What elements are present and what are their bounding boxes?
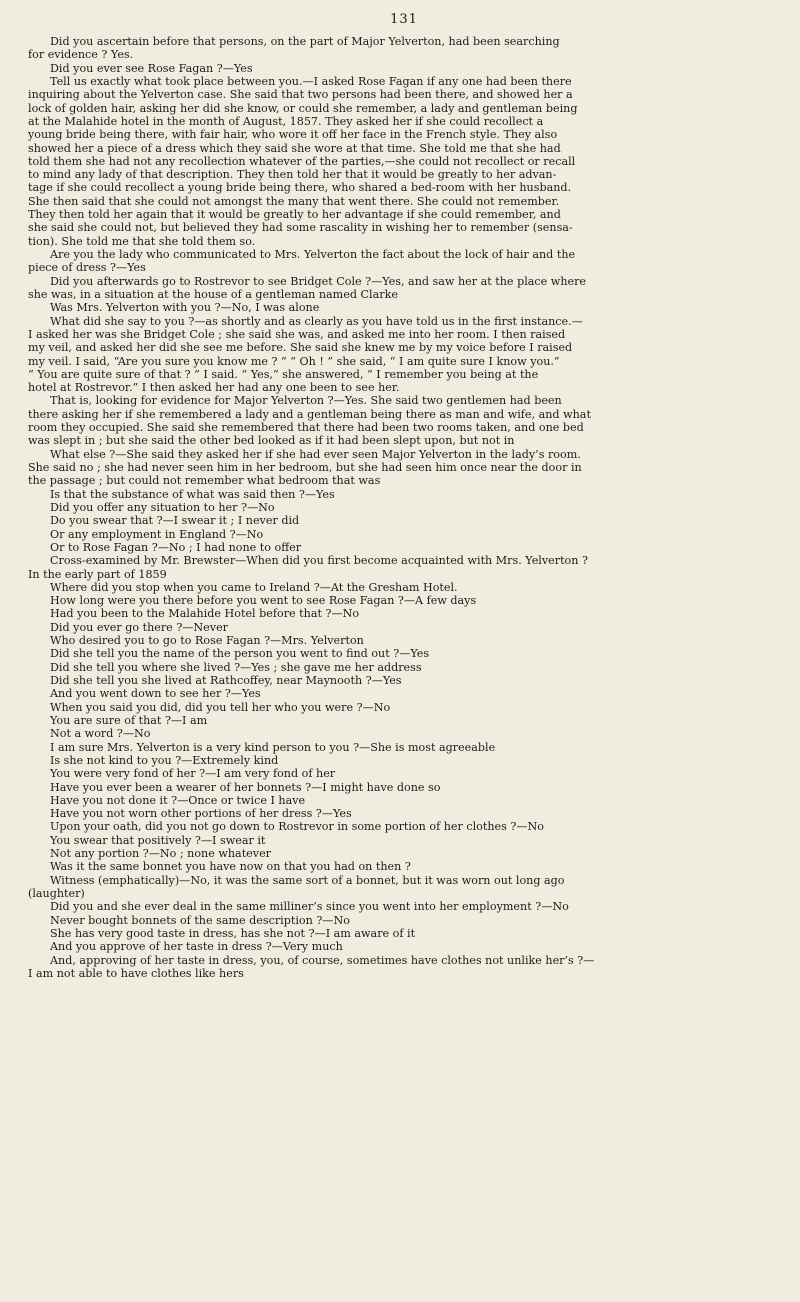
text-line: Never bought bonnets of the same description ?—No [50, 913, 350, 927]
text-line: You are sure of that ?—I am [50, 713, 208, 727]
text-line: Do you swear that ?—I swear it ; I never did [50, 514, 300, 528]
text-line: Had you been to the Malahide Hotel before that ?—No [50, 607, 360, 621]
text-line: Witness (emphatically)—No, it was the same sort of a bonnet, but it was worn out long ago [50, 873, 565, 887]
text-line: Did you afterwards go to Rostrevor to see Bridget Cole ?—Yes, and saw her at the place where [50, 274, 587, 288]
text-line: Did she tell you where she lived ?—Yes ; she gave me her address [50, 660, 422, 674]
text-line: When you said you did, did you tell her who you were ?—No [50, 700, 391, 714]
text-line: Cross-examined by Mr. Brewster—When did you first become acquainted with Mrs. Yelverton ? [50, 554, 588, 568]
text-line: told them she had not any recollection whatever of the parties,—she could not recollect or recall [28, 154, 576, 168]
text-line: Did you ever see Rose Fagan ?—Yes [50, 61, 253, 75]
page-number: 131 [390, 12, 418, 27]
text-line: Have you ever been a wearer of her bonnets ?—I might have done so [50, 780, 441, 794]
text-line: was slept in ; but she said the other bed looked as if it had been slept upon, but not in [28, 434, 515, 448]
text-line: Did she tell you she lived at Rathcoffey, near Maynooth ?—Yes [50, 674, 402, 687]
text-line: Where did you stop when you came to Ireland ?—At the Gresham Hotel. [50, 580, 458, 594]
text-line: I am sure Mrs. Yelverton is a very kind person to you ?—She is most agreeable [50, 740, 496, 754]
text-line: Is that the substance of what was said then ?—Yes [50, 487, 335, 501]
text-line: Have you not done it ?—Once or twice I have [50, 793, 306, 807]
text-line: my veil, and asked her did she see me before. She said she knew me by my voice before I raised [28, 341, 573, 355]
text-line: Who desired you to go to Rose Fagan ?—Mrs. Yelverton [50, 634, 364, 648]
text-line: at the Malahide hotel in the month of August, 1857. They asked her if she could recollect a [28, 114, 544, 128]
text-line: Or any employment in England ?—No [50, 527, 264, 541]
text-line: Was it the same bonnet you have now on that you had on then ? [50, 860, 411, 874]
text-line: Did she tell you the name of the person you went to find out ?—Yes [50, 647, 430, 661]
text-line: hotel at Rostrevor.” I then asked her had any one been to see her. [28, 381, 400, 395]
text-line: They then told her again that it would be greatly to her advantage if she could remember, and [28, 208, 561, 222]
text-line: Did you and she ever deal in the same milliner’s since you went into her employment ?—No [50, 900, 569, 914]
text-line: “ You are quite sure of that ? ” I said. “ Yes,” she answered, “ I remember you being at the [28, 367, 539, 381]
text-line: Not a word ?—No [50, 727, 151, 741]
testimony-text [28, 35, 780, 980]
text-line: my veil. I said, “Are you sure you know me ? ” “ Oh ! ” she said, “ I am quite sure I know you.” [28, 354, 560, 368]
text-line: You swear that positively ?—I swear it [50, 833, 266, 847]
text-line: to mind any lady of that description. They then told her that it would be greatly to her advan- [28, 168, 557, 182]
text-line: Or to Rose Fagan ?—No ; I had none to offer [50, 540, 302, 554]
text-line: Did you ascertain before that persons, on the part of Major Yelverton, had been searching [50, 35, 560, 48]
text-line: Not any portion ?—No ; none whatever [50, 847, 271, 861]
text-line: Upon your oath, did you not go down to Rostrevor in some portion of her clothes ?—No [50, 820, 544, 834]
text-line: Have you not worn other portions of her dress ?—Yes [50, 807, 352, 821]
text-line: Tell us exactly what took place between you.—I asked Rose Fagan if any one had been there [50, 74, 572, 88]
text-line: Did you offer any situation to her ?—No [50, 500, 275, 514]
text-line: What did she say to you ?—as shortly and as clearly as you have told us in the first instance.— [50, 314, 583, 328]
text-line: I asked her was she Bridget Cole ; she said she was, and asked me into her room. I then raised [28, 327, 566, 341]
text-line: She then said that she could not amongst the many that went there. She could not remember. [28, 194, 560, 208]
text-line: You were very fond of her ?—I am very fond of her [50, 767, 336, 781]
text-line: I am not able to have clothes like hers [28, 966, 244, 980]
text-line: And you approve of her taste in dress ?—Very much [50, 940, 343, 954]
text-line: Was Mrs. Yelverton with you ?—No, I was alone [50, 301, 320, 315]
text-line: She has very good taste in dress, has she not ?—I am aware of it [50, 926, 416, 940]
text-line: she said she could not, but believed they had some rascality in wishing her to remember (sensa- [28, 221, 573, 235]
text-line: room they occupied. She said she remembered that there had been two rooms taken, and one bed [28, 421, 584, 435]
text-line: Did you ever go there ?—Never [50, 620, 228, 634]
text-line: Is she not kind to you ?—Extremely kind [50, 753, 279, 767]
text-line: inquiring about the Yelverton case. She said that two persons had been there, and showed her a [28, 88, 573, 102]
text-line: She said no ; she had never seen him in her bedroom, but she had seen him once near the door in [28, 461, 582, 474]
text-line: showed her a piece of a dress which they said she wore at that time. She told me that she had [28, 141, 561, 155]
text-line: young bride being there, with fair hair, who wore it off her face in the French style. They also [28, 128, 558, 142]
text-line: In the early part of 1859 [28, 567, 167, 581]
text-line: Are you the lady who communicated to Mrs. Yelverton the fact about the lock of hair and the [50, 248, 576, 261]
text-line: the passage ; but could not remember what bedroom that was [28, 474, 381, 488]
text-line: tage if she could recollect a young bride being there, who shared a bed-room with her husband. [28, 181, 572, 195]
text-line: That is, looking for evidence for Major Yelverton ?—Yes. She said two gentlemen had been [50, 394, 562, 408]
text-line: And you went down to see her ?—Yes [50, 687, 261, 701]
text-line: tion). She told me that she told them so. [28, 234, 256, 248]
text-line: (laughter) [28, 887, 85, 900]
text-line: there asking her if she remembered a lady and a gentleman being there as man and wife, and what [28, 407, 591, 421]
text-line: lock of golden hair, asking her did she know, or could she remember, a lady and gentleman being [28, 101, 578, 115]
text-line: What else ?—She said they asked her if she had ever seen Major Yelverton in the lady’s room. [50, 447, 581, 461]
text-line: How long were you there before you went to see Rose Fagan ?—A few days [50, 594, 477, 608]
text-line: she was, in a situation at the house of a gentleman named Clarke [28, 287, 398, 301]
text-line: for evidence ? Yes. [28, 48, 134, 62]
text-line: piece of dress ?—Yes [28, 261, 146, 275]
text-line: And, approving of her taste in dress, you, of course, sometimes have clothes not unlike her’s ?— [50, 953, 595, 967]
